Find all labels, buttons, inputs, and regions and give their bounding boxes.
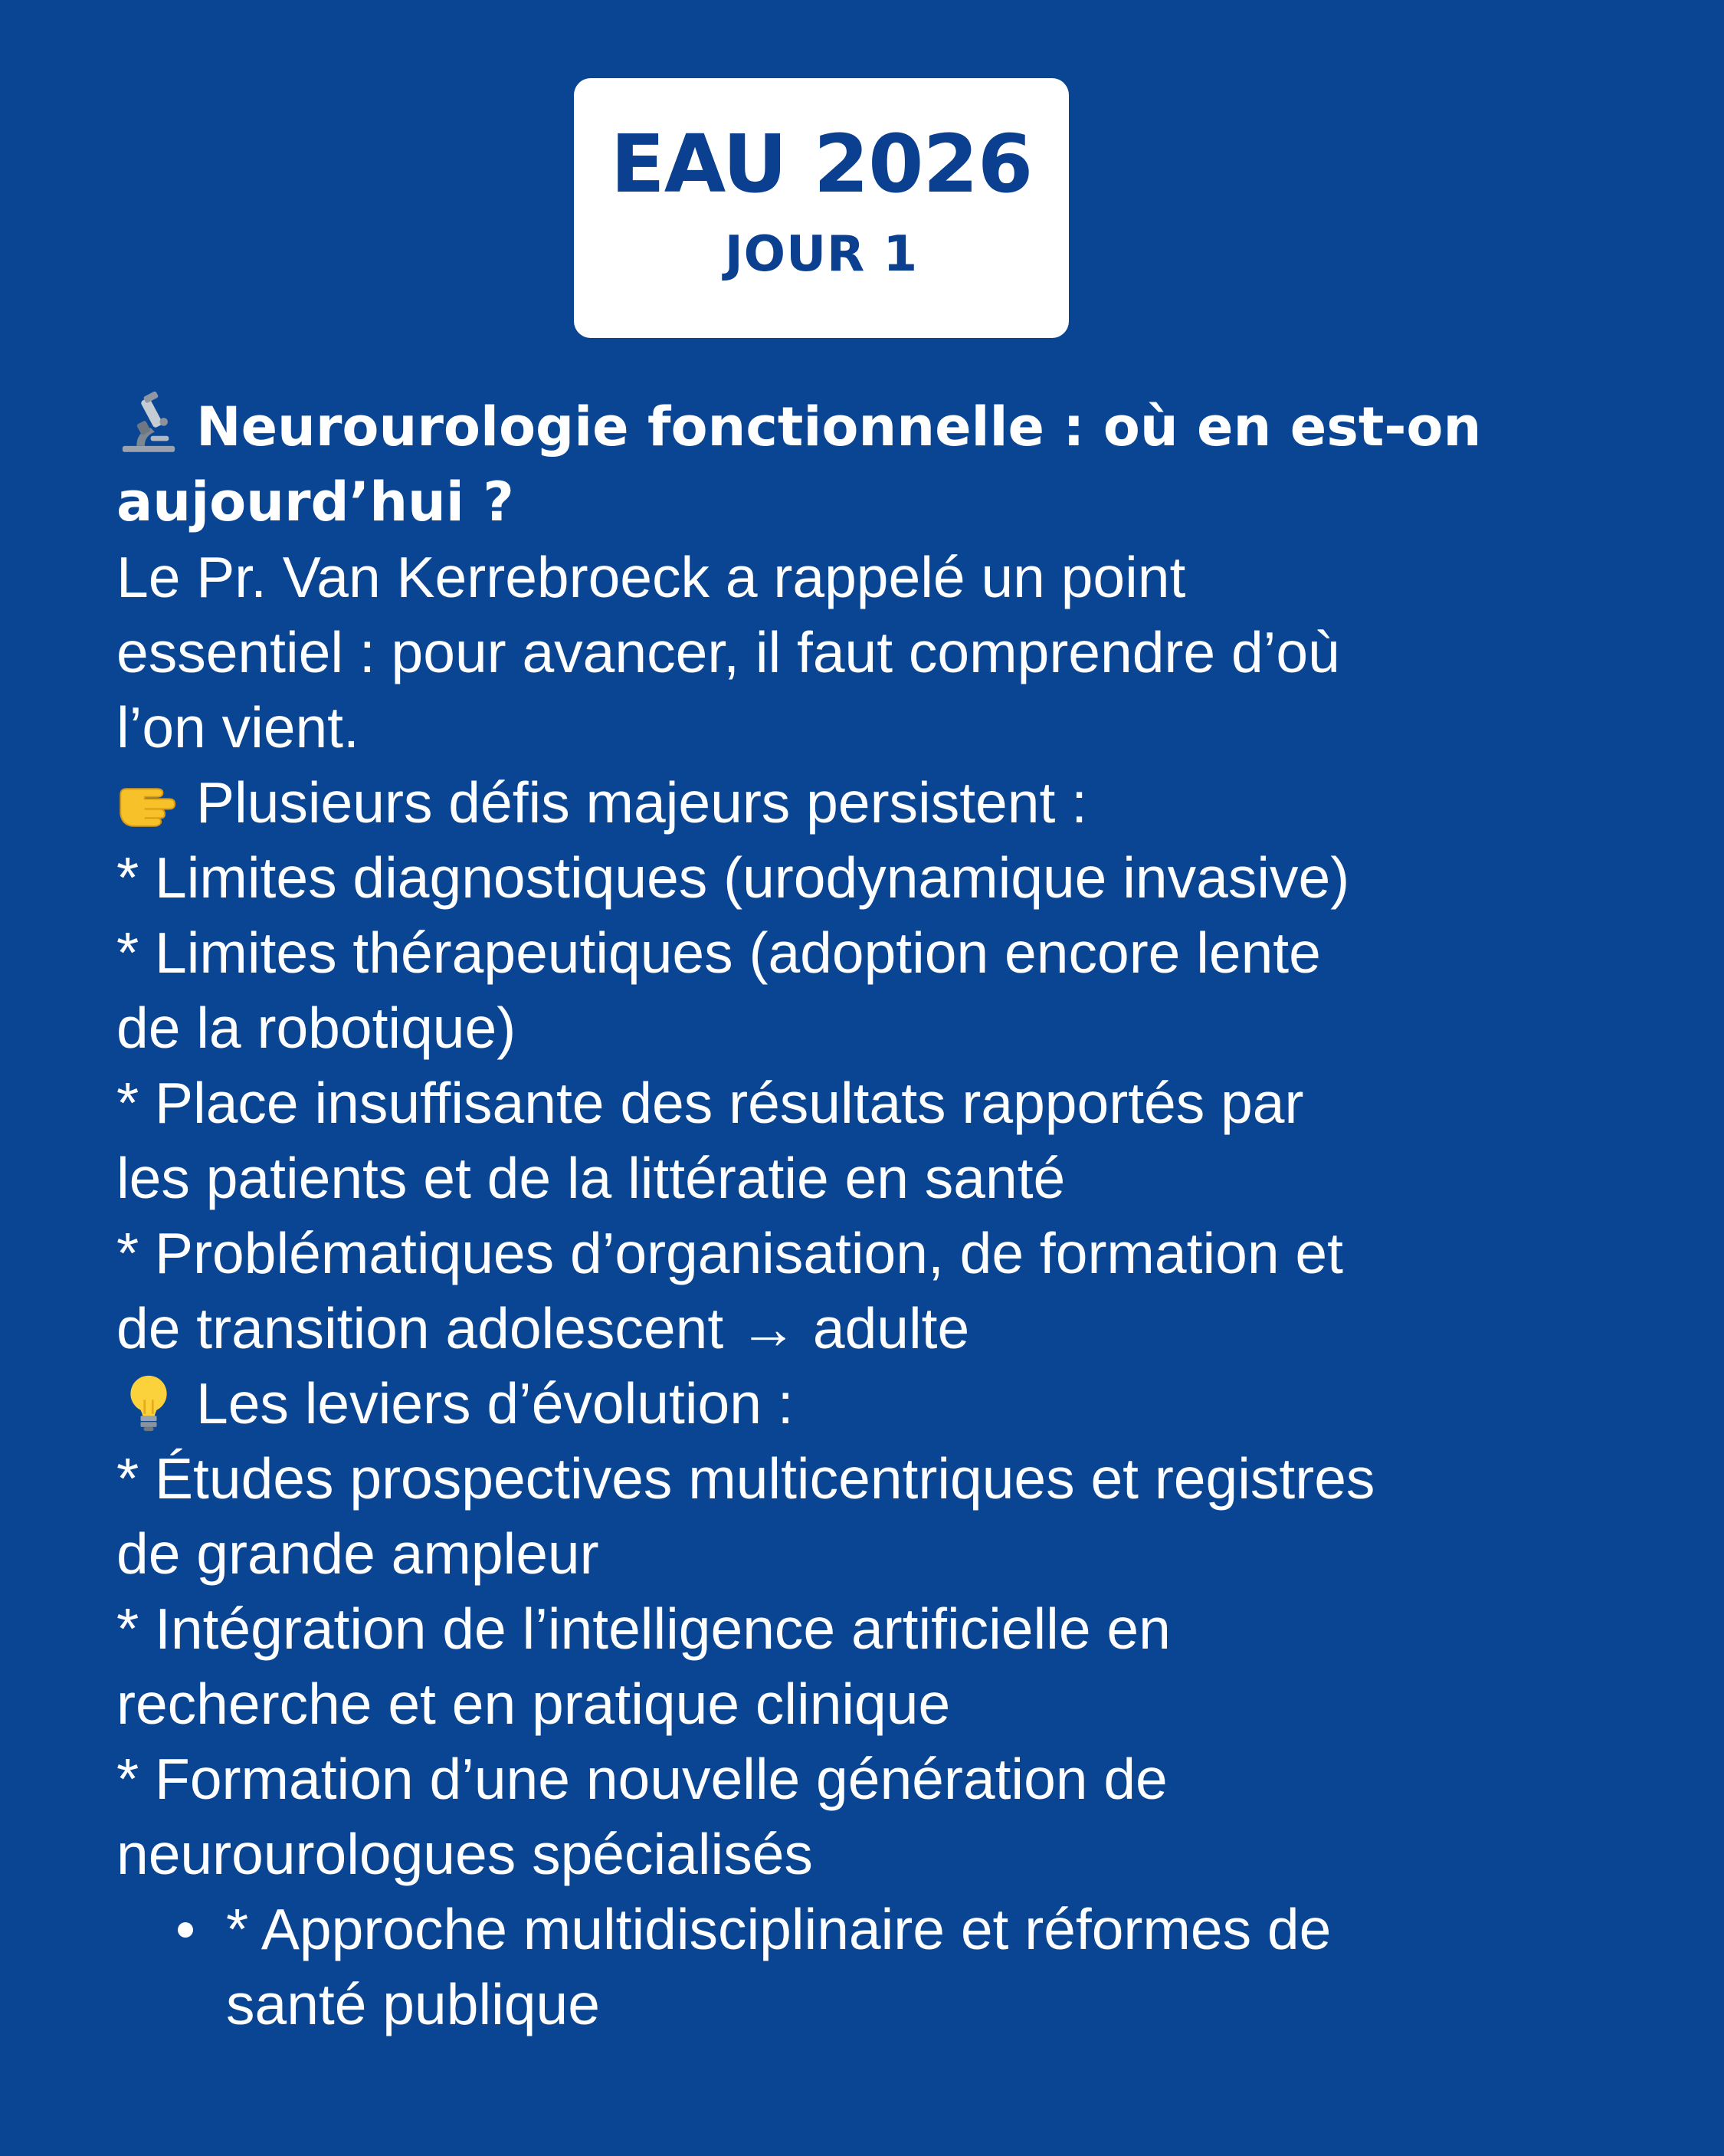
lever-item: * Formation d’une nouvelle génération de: [116, 1747, 1168, 1811]
bullet-text-line: * Approche multidisciplinaire et réformes de: [226, 1897, 1332, 1961]
challenge-item: de transition adolescent → adulte: [116, 1296, 970, 1360]
lever-item: * Études prospectives multicentriques et registres: [116, 1446, 1375, 1511]
pointing-hand-icon: [116, 769, 181, 833]
header-title: EAU 2026: [610, 117, 1033, 211]
levers-title: [116, 1366, 1680, 1441]
intro-line: l’on vient.: [116, 695, 359, 760]
challenge-item: * Place insuffisante des résultats rapportés par: [116, 1071, 1304, 1135]
section-title-line-1: [116, 389, 1680, 464]
bullet-dot: [178, 1922, 193, 1938]
bullet-text-line: santé publique: [226, 1972, 600, 2036]
challenge-item: de la robotique): [116, 996, 516, 1060]
microscope-icon: [116, 392, 181, 456]
intro-line: Le Pr. Van Kerrebroeck a rappelé un point: [116, 545, 1186, 609]
challenges-title-text: Plusieurs défis majeurs persistent :: [196, 770, 1087, 835]
lever-item: recherche et en pratique clinique: [116, 1672, 951, 1736]
challenge-item: les patients et de la littératie en santé: [116, 1146, 1066, 1210]
lever-item: neurourologues spécialisés: [116, 1822, 813, 1886]
section-title-line-2: aujourd’hui ?: [116, 471, 514, 533]
challenge-item: * Limites diagnostiques (urodynamique invasive): [116, 845, 1350, 910]
post-content: [116, 389, 1680, 2042]
bulleted-list-item: [116, 1892, 1680, 2042]
section-title-text-1: Neurourologie fonctionnelle : où en est-on: [196, 395, 1482, 458]
challenges-title: [116, 765, 1680, 840]
intro-line: essentiel : pour avancer, il faut comprendre d’où: [116, 620, 1340, 684]
challenge-item: * Problématiques d’organisation, de formation et: [116, 1221, 1343, 1285]
levers-title-text: Les leviers d’évolution :: [196, 1371, 794, 1436]
lever-item: * Intégration de l’intelligence artificielle en: [116, 1596, 1171, 1661]
header-subtitle: JOUR 1: [724, 226, 919, 283]
lever-item: de grande ampleur: [116, 1521, 599, 1586]
light-bulb-icon: [116, 1370, 181, 1434]
challenge-item: * Limites thérapeutiques (adoption encore lente: [116, 920, 1321, 985]
header-card: [574, 78, 1069, 338]
